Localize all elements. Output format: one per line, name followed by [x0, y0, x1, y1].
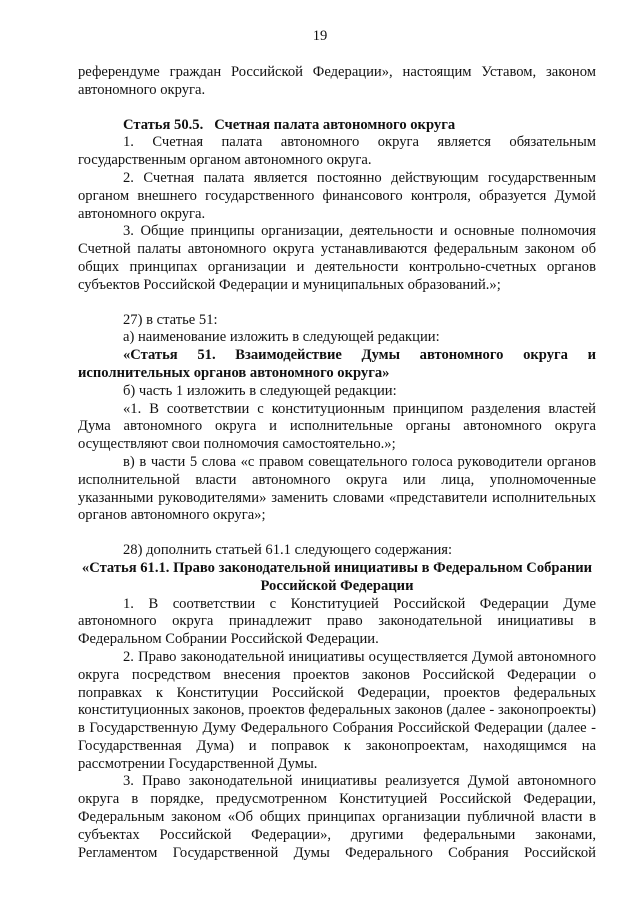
paragraph-50-5-2: 2. Счетная палата является постоянно действующим государственным органом внешнего государственного финансового контроля, образуется Думой автономного округа. [78, 169, 596, 222]
paragraph-50-5-1: 1. Счетная палата автономного округа является обязательным государственным органом автономного округа. [78, 134, 596, 169]
amendment-27-v: в) в части 5 слова «с правом совещательного голоса руководители органов исполнительной власти автономного округа или лица, уполномоченные указанными руководителями» заменить словами «представители исполнительных органов автономного округа»; [78, 453, 596, 524]
article-heading-51: «Статья 51. Взаимодействие Думы автономного округа и исполнительных органов автономного округа» [78, 347, 596, 381]
article-heading-61-1: «Статья 61.1. Право законодательной инициативы в Федеральном Собрании Российской Федерации [81, 559, 593, 594]
paragraph-51-1: «1. В соответствии с конституционным принципом разделения властей Дума автономного округа и исполнительные органы автономного округа осуществляют свои полномочия самостоятельно.»; [78, 400, 596, 453]
amendment-27-a: а) наименование изложить в следующей редакции: [123, 329, 440, 346]
article-title: Счетная палата автономного округа [214, 116, 456, 133]
amendment-27-b: б) часть 1 изложить в следующей редакции: [123, 382, 397, 399]
paragraph-continuation: референдуме граждан Российской Федерации», настоящим Уставом, законом автономного округа. [78, 64, 596, 98]
article-label: Статья 50.5. [123, 116, 204, 133]
article-heading-50-5 [78, 117, 596, 135]
paragraph-61-1-1: 1. В соответствии с Конституцией Российской Федерации Думе автономного округа принадлежит право законодательной инициативы в Федеральном Собрании Российской Федерации. [78, 595, 596, 648]
paragraph-61-1-3: 3. Право законодательной инициативы реализуется Думой автономного округа в порядке, предусмотренном Конституцией Российской Федерации, Федеральным законом «Об общих принципах организации публичной власти в субъектах Российской Федерации», другими федеральными законами, Регламентом Государственной Думы Федерального Собрания Российской [78, 773, 596, 861]
document-body [78, 64, 596, 862]
page-number: 19 [312, 28, 328, 44]
amendment-27: 27) в статье 51: [123, 311, 218, 328]
paragraph-61-1-2: 2. Право законодательной инициативы осуществляется Думой автономного округа посредством внесения проектов законов Российской Федерации о поправках к Конституции Российской Федерации, проектов федеральных конституционных законов, проектов федеральных законов (далее - законопроекты) в Государственную Думу Федерального Собрания Российской Федерации (далее - Государственная Дума) и поправок к законопроектам, находящимся на рассмотрении Государственной Думы. [78, 648, 596, 772]
amendment-28: 28) дополнить статьей 61.1 следующего содержания: [123, 542, 453, 559]
paragraph-50-5-3: 3. Общие принципы организации, деятельности и основные полномочия Счетной палаты автономного округа устанавливаются федеральным законом об общих принципах организации и деятельности контрольно-счетных органов субъектов Российской Федерации и муниципальных образований.»; [78, 223, 596, 293]
